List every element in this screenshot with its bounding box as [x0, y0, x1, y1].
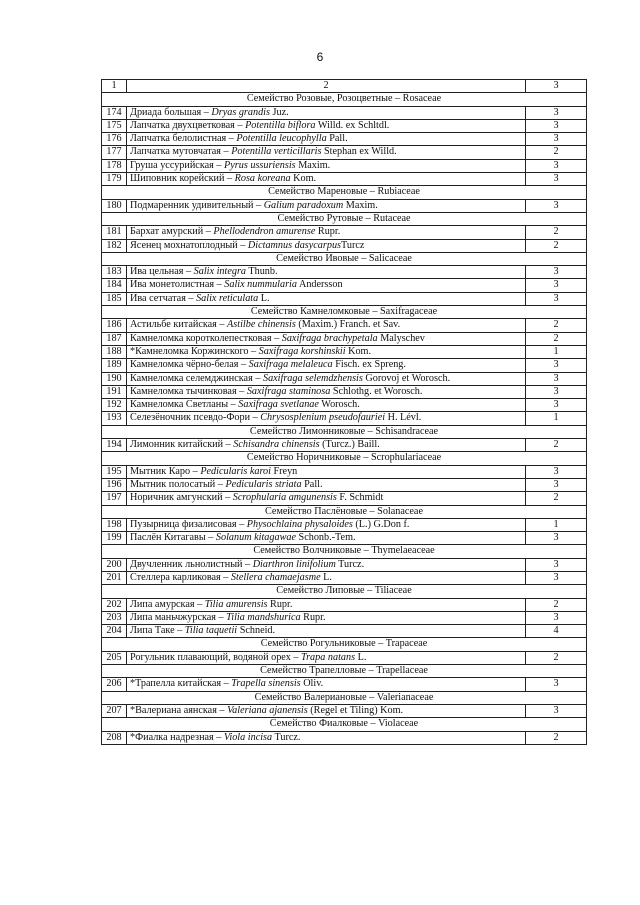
- header-col-1: 1: [102, 80, 127, 93]
- latin-name: Potentilla verticillaris: [231, 146, 322, 158]
- family-row: [102, 425, 587, 438]
- rarity-category: 2: [526, 239, 587, 252]
- species-number: 206: [102, 678, 127, 691]
- russian-name: Астильбе китайская –: [130, 319, 228, 331]
- table-row: [102, 478, 587, 491]
- rarity-category: 3: [526, 704, 587, 717]
- family-row: [102, 186, 587, 199]
- species-name: [127, 119, 526, 132]
- species-name: [127, 571, 526, 584]
- rarity-category: 2: [526, 332, 587, 345]
- author-citation: Willd. ex Schltdl.: [315, 119, 390, 131]
- author-citation: Schneid.: [237, 625, 276, 637]
- latin-name: Rosa koreana: [234, 173, 291, 185]
- latin-name: Salix nummularia: [224, 279, 297, 291]
- author-citation: Pall.: [326, 133, 348, 145]
- russian-name: Подмаренник удивительный –: [130, 199, 264, 211]
- species-number: 199: [102, 532, 127, 545]
- species-name: [127, 465, 526, 478]
- species-name: [127, 266, 526, 279]
- table-row: [102, 226, 587, 239]
- family-heading: Семейство Рогульниковые – Trapaceae: [102, 638, 587, 651]
- rarity-category: 1: [526, 345, 587, 358]
- author-citation: Rupr.: [300, 611, 326, 623]
- author-citation: Pall.: [301, 478, 323, 490]
- family-row: [102, 665, 587, 678]
- russian-name: Липа Таке –: [130, 625, 185, 637]
- latin-name: Schisandra chinensis: [233, 439, 320, 451]
- species-name: [127, 532, 526, 545]
- rarity-category: 2: [526, 439, 587, 452]
- russian-name: Рогульник плавающий, водяной орех –: [130, 651, 301, 663]
- species-number: 208: [102, 731, 127, 744]
- latin-name: Saxifraga melaleuca: [248, 359, 333, 371]
- species-name: [127, 359, 526, 372]
- table-row: [102, 199, 587, 212]
- species-name: [127, 478, 526, 491]
- family-heading: Семейство Норичниковые – Scrophulariaceae: [102, 452, 587, 465]
- russian-name: Лапчатка мутовчатая –: [130, 146, 232, 158]
- species-name: [127, 319, 526, 332]
- author-citation: Andersson: [296, 279, 343, 291]
- species-number: 193: [102, 412, 127, 425]
- latin-name: Valeriana ajanensis: [227, 704, 308, 716]
- family-heading: Семейство Рутовые – Rutaceae: [102, 212, 587, 225]
- table-row: [102, 651, 587, 664]
- header-col-3: 3: [526, 80, 587, 93]
- rarity-category: 3: [526, 478, 587, 491]
- species-number: 188: [102, 345, 127, 358]
- table-row: [102, 532, 587, 545]
- rarity-category: 3: [526, 106, 587, 119]
- family-row: [102, 691, 587, 704]
- latin-name: Pedicularis karoi: [200, 465, 271, 477]
- species-name: [127, 199, 526, 212]
- russian-name: Бархат амурский –: [130, 226, 214, 238]
- family-heading: Семейство Паслёновые – Solanaceae: [102, 505, 587, 518]
- latin-name: Potentilla leucophylla: [236, 133, 327, 145]
- species-number: 177: [102, 146, 127, 159]
- latin-name: Saxifraga brachypetala: [281, 332, 378, 344]
- species-name: [127, 345, 526, 358]
- family-heading: Семейство Волчниковые – Thymelaeaceae: [102, 545, 587, 558]
- rarity-category: 3: [526, 159, 587, 172]
- rarity-category: 3: [526, 279, 587, 292]
- table-row: [102, 598, 587, 611]
- species-number: 190: [102, 372, 127, 385]
- rarity-category: 2: [526, 319, 587, 332]
- latin-name: Potentilla biflora: [245, 119, 316, 131]
- author-citation: Fisch. ex Spreng.: [332, 359, 406, 371]
- table-row: [102, 678, 587, 691]
- rarity-category: 1: [526, 412, 587, 425]
- family-row: [102, 306, 587, 319]
- table-row: [102, 173, 587, 186]
- author-citation: Schlothg. et Worosch.: [330, 385, 423, 397]
- author-citation: Thunb.: [246, 266, 278, 278]
- rarity-category: 1: [526, 518, 587, 531]
- russian-name: Камнеломка тычинковая –: [130, 385, 247, 397]
- russian-name: Стеллера карликовая –: [130, 571, 231, 583]
- author-citation: H. Lévl.: [385, 412, 422, 424]
- author-citation: Juz.: [269, 106, 289, 118]
- header-col-2: 2: [127, 80, 526, 93]
- species-name: [127, 385, 526, 398]
- latin-name: Salix reticulata: [196, 292, 259, 304]
- table-row: [102, 558, 587, 571]
- rarity-category: 2: [526, 598, 587, 611]
- table-row: [102, 292, 587, 305]
- latin-name: Scrophularia amgunensis: [232, 492, 337, 504]
- author-citation: Kom.: [290, 173, 317, 185]
- author-citation: Maxim.: [343, 199, 378, 211]
- author-citation: Rupr.: [315, 226, 341, 238]
- latin-name: Saxifraga svetlanae: [238, 399, 319, 411]
- russian-name: Пузырница физалисовая –: [130, 518, 247, 530]
- latin-name: Solanum kitagawae: [215, 532, 296, 544]
- latin-name: Phellodendron amurense: [213, 226, 316, 238]
- rarity-category: 3: [526, 359, 587, 372]
- author-citation: L.: [320, 571, 332, 583]
- species-name: [127, 625, 526, 638]
- species-number: 205: [102, 651, 127, 664]
- table-row: [102, 106, 587, 119]
- author-citation: Worosch.: [318, 399, 360, 411]
- species-name: [127, 558, 526, 571]
- family-row: [102, 718, 587, 731]
- table-row: [102, 439, 587, 452]
- page-number: 6: [316, 50, 324, 64]
- author-citation: (L.) G.Don f.: [352, 518, 410, 530]
- russian-name: Селезёночник псевдо-Фори –: [130, 412, 261, 424]
- species-name: [127, 598, 526, 611]
- latin-name: Saxifraga staminosa: [246, 385, 331, 397]
- family-heading: Семейство Трапелловые – Trapellaceae: [102, 665, 587, 678]
- table-row: [102, 359, 587, 372]
- russian-name: Ясенец мохнатоплодный –: [130, 239, 248, 251]
- author-citation: L.: [355, 651, 367, 663]
- russian-name: Ива сетчатая –: [130, 292, 197, 304]
- species-number: 198: [102, 518, 127, 531]
- species-name: [127, 518, 526, 531]
- species-name: [127, 279, 526, 292]
- russian-name: Камнеломка Светланы –: [130, 399, 239, 411]
- russian-name: Лапчатка двухцветковая –: [130, 119, 246, 131]
- table-row: [102, 704, 587, 717]
- species-table-body: [102, 80, 587, 745]
- species-number: 202: [102, 598, 127, 611]
- latin-name: Diarthron linifolium: [252, 558, 336, 570]
- rarity-category: 2: [526, 731, 587, 744]
- species-number: 187: [102, 332, 127, 345]
- family-row: [102, 585, 587, 598]
- russian-name: *Фиалка надрезная –: [130, 731, 224, 743]
- rarity-category: 2: [526, 492, 587, 505]
- latin-name: Physochlaina physaloides: [246, 518, 353, 530]
- table-row: [102, 625, 587, 638]
- species-number: 203: [102, 611, 127, 624]
- latin-name: Tilia taquetii: [184, 625, 238, 637]
- species-number: 185: [102, 292, 127, 305]
- species-number: 194: [102, 439, 127, 452]
- author-citation: (Regel et Tiling) Kom.: [307, 704, 404, 716]
- table-row: [102, 571, 587, 584]
- family-heading: Семейство Ивовые – Salicaceae: [102, 252, 587, 265]
- latin-name: Galium paradoxum: [263, 199, 344, 211]
- family-heading: Семейство Камнеломковые – Saxifragaceae: [102, 306, 587, 319]
- latin-name: Saxifraga selemdzhensis: [262, 372, 363, 384]
- rarity-category: 4: [526, 625, 587, 638]
- table-row: [102, 731, 587, 744]
- family-row: [102, 452, 587, 465]
- species-name: [127, 159, 526, 172]
- author-citation: Maxim.: [295, 159, 331, 171]
- russian-name: Паслён Китагавы –: [130, 532, 216, 544]
- russian-name: Мытник Каро –: [130, 465, 201, 477]
- author-citation: (Turcz.) Baill.: [319, 439, 380, 451]
- species-name: [127, 492, 526, 505]
- species-number: 189: [102, 359, 127, 372]
- family-heading: Семейство Фиалковые – Violaceae: [102, 718, 587, 731]
- family-heading: Семейство Липовые – Tiliaceae: [102, 585, 587, 598]
- species-name: [127, 678, 526, 691]
- russian-name: Шиповник корейский –: [130, 173, 235, 185]
- author-citation: Turcz: [341, 239, 365, 251]
- latin-name: Salix integra: [193, 266, 247, 278]
- latin-name: Pyrus ussuriensis: [224, 159, 296, 171]
- rarity-category: 2: [526, 146, 587, 159]
- species-name: [127, 731, 526, 744]
- table-row: [102, 518, 587, 531]
- russian-name: *Камнеломка Коржинского –: [130, 345, 259, 357]
- table-row: [102, 119, 587, 132]
- table-row: [102, 159, 587, 172]
- author-citation: (Maxim.) Franch. et Sav.: [295, 319, 401, 331]
- author-citation: Turcz.: [335, 558, 365, 570]
- table-row: [102, 465, 587, 478]
- table-row: [102, 239, 587, 252]
- species-name: [127, 133, 526, 146]
- rarity-category: 3: [526, 558, 587, 571]
- latin-name: Tilia amurensis: [204, 598, 268, 610]
- table-row: [102, 332, 587, 345]
- rarity-category: 3: [526, 571, 587, 584]
- latin-name: Pedicularis striata: [225, 478, 302, 490]
- author-citation: Rupr.: [267, 598, 293, 610]
- table-row: [102, 319, 587, 332]
- species-name: [127, 146, 526, 159]
- species-name: [127, 226, 526, 239]
- rarity-category: 3: [526, 173, 587, 186]
- table-row: [102, 345, 587, 358]
- species-name: [127, 173, 526, 186]
- species-name: [127, 239, 526, 252]
- table-row: [102, 399, 587, 412]
- russian-name: Лапчатка белолистная –: [130, 133, 237, 145]
- rarity-category: 3: [526, 399, 587, 412]
- species-number: 200: [102, 558, 127, 571]
- latin-name: Dictamnus dasycarpus: [247, 239, 342, 251]
- family-heading: Семейство Лимонниковые – Schisandraceae: [102, 425, 587, 438]
- species-name: [127, 292, 526, 305]
- species-number: 182: [102, 239, 127, 252]
- rarity-category: 3: [526, 292, 587, 305]
- author-citation: Gorovoj et Worosch.: [362, 372, 451, 384]
- species-name: [127, 412, 526, 425]
- author-citation: L.: [258, 292, 270, 304]
- table-row: [102, 492, 587, 505]
- latin-name: Tilia mandshurica: [226, 611, 301, 623]
- species-number: 186: [102, 319, 127, 332]
- russian-name: Груша уссурийская –: [130, 159, 225, 171]
- species-name: [127, 106, 526, 119]
- rarity-category: 3: [526, 372, 587, 385]
- table-row: [102, 412, 587, 425]
- species-number: 176: [102, 133, 127, 146]
- species-name: [127, 399, 526, 412]
- species-number: 197: [102, 492, 127, 505]
- family-heading: Семейство Розовые, Розоцветные – Rosaceae: [102, 93, 587, 106]
- family-row: [102, 545, 587, 558]
- rarity-category: 3: [526, 199, 587, 212]
- author-citation: F. Schmidt: [336, 492, 384, 504]
- species-number: 180: [102, 199, 127, 212]
- species-number: 181: [102, 226, 127, 239]
- russian-name: Камнеломка селемджинская –: [130, 372, 263, 384]
- author-citation: Kom.: [345, 345, 372, 357]
- table-header-row: [102, 80, 587, 93]
- table-row: [102, 266, 587, 279]
- family-row: [102, 252, 587, 265]
- family-row: [102, 638, 587, 651]
- latin-name: Chrysosplenium pseudofauriei: [260, 412, 386, 424]
- author-citation: Schonb.-Tem.: [295, 532, 356, 544]
- species-name: [127, 651, 526, 664]
- rarity-category: 3: [526, 532, 587, 545]
- family-row: [102, 505, 587, 518]
- latin-name: Trapella sinensis: [231, 678, 301, 690]
- species-name: [127, 372, 526, 385]
- table-row: [102, 611, 587, 624]
- rarity-category: 2: [526, 226, 587, 239]
- species-number: 178: [102, 159, 127, 172]
- species-number: 195: [102, 465, 127, 478]
- table-row: [102, 372, 587, 385]
- species-number: 184: [102, 279, 127, 292]
- rarity-category: 2: [526, 651, 587, 664]
- russian-name: Дриада большая –: [130, 106, 212, 118]
- russian-name: Мытник полосатый –: [130, 478, 226, 490]
- species-number: 204: [102, 625, 127, 638]
- rarity-category: 3: [526, 611, 587, 624]
- latin-name: Stellera chamaejasme: [230, 571, 321, 583]
- latin-name: Viola incisa: [223, 731, 273, 743]
- species-table: [101, 79, 587, 745]
- species-name: [127, 332, 526, 345]
- author-citation: Oliv.: [300, 678, 324, 690]
- latin-name: Saxifraga korshinskii: [258, 345, 346, 357]
- table-row: [102, 146, 587, 159]
- author-citation: Turcz.: [272, 731, 301, 743]
- author-citation: Stephan ex Willd.: [321, 146, 397, 158]
- russian-name: Ива цельная –: [130, 266, 194, 278]
- russian-name: Лимонник китайский –: [130, 439, 234, 451]
- species-name: [127, 439, 526, 452]
- russian-name: *Валериана аянская –: [130, 704, 228, 716]
- russian-name: *Трапелла китайская –: [130, 678, 232, 690]
- latin-name: Dryas grandis: [211, 106, 270, 118]
- rarity-category: 3: [526, 465, 587, 478]
- rarity-category: 3: [526, 119, 587, 132]
- table-row: [102, 385, 587, 398]
- species-number: 192: [102, 399, 127, 412]
- species-number: 179: [102, 173, 127, 186]
- russian-name: Норичник амгунский –: [130, 492, 233, 504]
- species-number: 191: [102, 385, 127, 398]
- family-row: [102, 93, 587, 106]
- russian-name: Камнеломка чёрно-белая –: [130, 359, 249, 371]
- russian-name: Двучленник льнолистный –: [130, 558, 253, 570]
- species-name: [127, 611, 526, 624]
- species-name: [127, 704, 526, 717]
- russian-name: Ива монетолистная –: [130, 279, 225, 291]
- family-heading: Семейство Мареновые – Rubiaceae: [102, 186, 587, 199]
- russian-name: Липа маньчжурская –: [130, 611, 227, 623]
- rarity-category: 3: [526, 385, 587, 398]
- species-number: 183: [102, 266, 127, 279]
- table-row: [102, 133, 587, 146]
- species-number: 174: [102, 106, 127, 119]
- family-row: [102, 212, 587, 225]
- rarity-category: 3: [526, 133, 587, 146]
- rarity-category: 3: [526, 266, 587, 279]
- rarity-category: 3: [526, 678, 587, 691]
- species-number: 201: [102, 571, 127, 584]
- species-number: 196: [102, 478, 127, 491]
- russian-name: Липа амурская –: [130, 598, 205, 610]
- author-citation: Malyschev: [377, 332, 425, 344]
- latin-name: Trapa natans: [300, 651, 356, 663]
- latin-name: Astilbe chinensis: [227, 319, 296, 331]
- species-number: 207: [102, 704, 127, 717]
- table-row: [102, 279, 587, 292]
- russian-name: Камнеломка коротколепестковая –: [130, 332, 282, 344]
- author-citation: Freyn: [270, 465, 298, 477]
- family-heading: Семейство Валериановые – Valerianaceae: [102, 691, 587, 704]
- species-number: 175: [102, 119, 127, 132]
